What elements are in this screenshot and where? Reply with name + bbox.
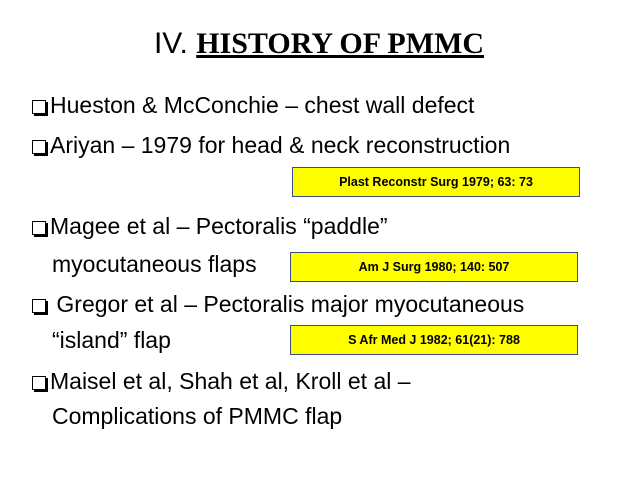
title-text: HISTORY OF PMMC	[196, 27, 485, 60]
reference-box: S Afr Med J 1982; 61(21): 788	[290, 325, 578, 355]
bullet-text: Ariyan – 1979 for head & neck reconstruction	[50, 132, 511, 158]
checkbox-bullet-icon	[32, 140, 46, 154]
reference-box: Plast Reconstr Surg 1979; 63: 73	[292, 167, 580, 197]
checkbox-bullet-icon	[32, 221, 46, 235]
bullet-text: Magee et al – Pectoralis “paddle”	[50, 213, 388, 239]
bullet-4-continuation: “island” flap	[52, 327, 171, 353]
bullet-3-continuation: myocutaneous flaps	[52, 251, 257, 277]
bullet-3	[32, 212, 388, 240]
bullet-1	[32, 91, 474, 119]
bullet-5-continuation: Complications of PMMC flap	[52, 403, 343, 429]
checkbox-bullet-icon	[32, 376, 46, 390]
slide-title	[0, 26, 638, 62]
reference-box: Am J Surg 1980; 140: 507	[290, 252, 578, 282]
title-number: IV.	[153, 27, 197, 60]
checkbox-bullet-icon	[32, 299, 46, 313]
bullet-text: Gregor et al – Pectoralis major myocutaneous	[50, 291, 525, 317]
bullet-4	[32, 290, 524, 318]
bullet-text: Hueston & McConchie – chest wall defect	[50, 92, 475, 118]
bullet-2	[32, 131, 510, 159]
bullet-5	[32, 367, 411, 395]
bullet-text: Maisel et al, Shah et al, Kroll et al –	[50, 368, 411, 394]
checkbox-bullet-icon	[32, 100, 46, 114]
